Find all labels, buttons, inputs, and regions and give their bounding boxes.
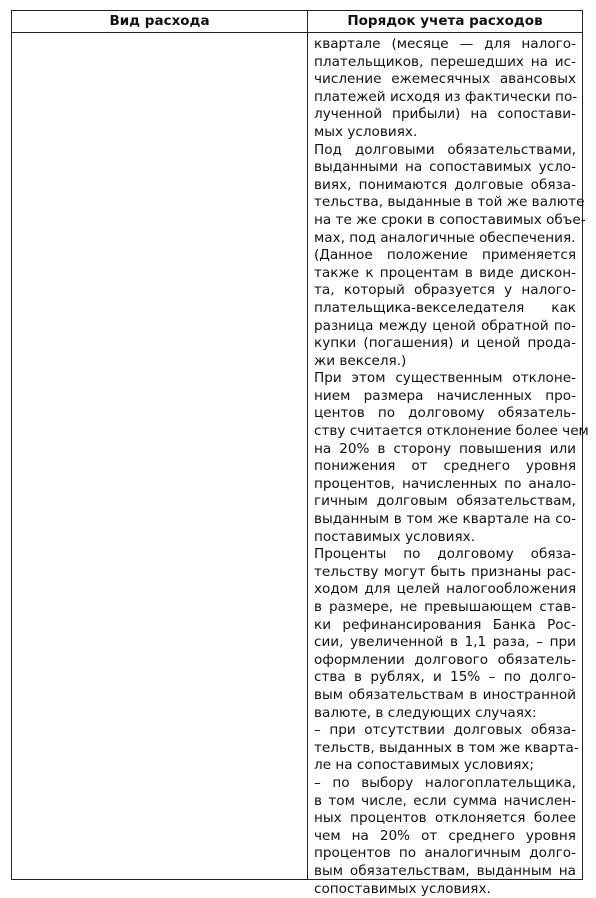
text-line: поставимых условиях. [314,529,576,547]
text-line: сопоставимых условиях. [314,881,576,898]
text-line: оформлении долгового обязатель- [314,652,576,670]
text-line: – по выбору налогоплательщика, [314,775,576,793]
text-line: мых условиях. [314,124,576,142]
text-paragraph [314,775,576,898]
text-line: ству считается отклонение более чем [314,423,576,441]
text-line: та, который образуется у налого- [314,282,576,300]
text-paragraph [314,36,576,142]
text-line: купки (погашения) и ценой прода- [314,335,576,353]
text-line: процентов по аналогичным долго- [314,845,576,863]
text-line: плательщика-векселедателя как [314,300,576,318]
text-paragraph [314,370,576,546]
header-expense-type: Вид расхода [12,11,307,32]
text-line: вым обязательствам, выданным на [314,863,576,881]
text-line: тельству могут быть признаны рас- [314,564,576,582]
text-line: на 20% в сторону повышения или [314,441,576,459]
text-line: (Данное положение применяется [314,247,576,265]
text-line: нием размера начисленных про- [314,388,576,406]
text-line: ле на сопоставимых условиях; [314,757,576,775]
text-line: выданными на сопоставимых усло- [314,159,576,177]
column-divider [307,11,308,879]
text-paragraph [314,142,576,248]
text-line: процентов, начисленных по анало- [314,476,576,494]
table-header [12,11,582,33]
text-line: сии, увеличенной в 1,1 раза, – при [314,634,576,652]
text-line: тельства, выданные в той же валюте [314,194,576,212]
text-line: Проценты по долговому обяза- [314,546,576,564]
text-line: числение ежемесячных авансовых [314,71,576,89]
text-line: жи векселя.) [314,353,576,371]
text-line: на те же сроки в сопоставимых объе- [314,212,576,230]
text-paragraph [314,247,576,370]
text-line: платежей исходя из фактически по- [314,89,576,107]
text-line: виях, понимаются долговые обяза- [314,177,576,195]
text-line: также к процентам в виде дискон- [314,265,576,283]
text-line: чем на 20% от среднего уровня [314,828,576,846]
text-line: в размере, не превышающем став- [314,599,576,617]
text-line: ки рефинансирования Банка Рос- [314,617,576,635]
text-line: лученной прибыли) на сопостави- [314,106,576,124]
text-line: гичным долговым обязательствам, [314,493,576,511]
text-line: валюте, в следующих случаях: [314,705,576,723]
text-line: понижения от среднего уровня [314,458,576,476]
text-line: мах, под аналогичные обеспечения. [314,230,576,248]
text-line: При этом существенным отклоне- [314,370,576,388]
text-line: ства в рублях, и 15% – по долго- [314,669,576,687]
accounting-procedure-cell [314,36,576,898]
text-line: вым обязательствам в иностранной [314,687,576,705]
text-paragraph [314,722,576,775]
text-line: в том числе, если сумма начислен- [314,793,576,811]
text-line: ходом для целей налогообложения [314,581,576,599]
text-line: центов по долговому обязатель- [314,405,576,423]
text-line: тельств, выданных в том же кварта- [314,740,576,758]
text-line: ных процентов отклоняется более [314,810,576,828]
header-accounting-procedure: Порядок учета расходов [308,11,582,32]
text-line: выданным в том же квартале на со- [314,511,576,529]
text-line: разница между ценой обратной по- [314,318,576,336]
expense-table [11,10,583,880]
text-line: – при отсутствии долговых обяза- [314,722,576,740]
text-line: Под долговыми обязательствами, [314,142,576,160]
text-line: плательщиков, перешедших на ис- [314,54,576,72]
text-paragraph [314,546,576,722]
text-line: кварталe (месяце — для налого- [314,36,576,54]
